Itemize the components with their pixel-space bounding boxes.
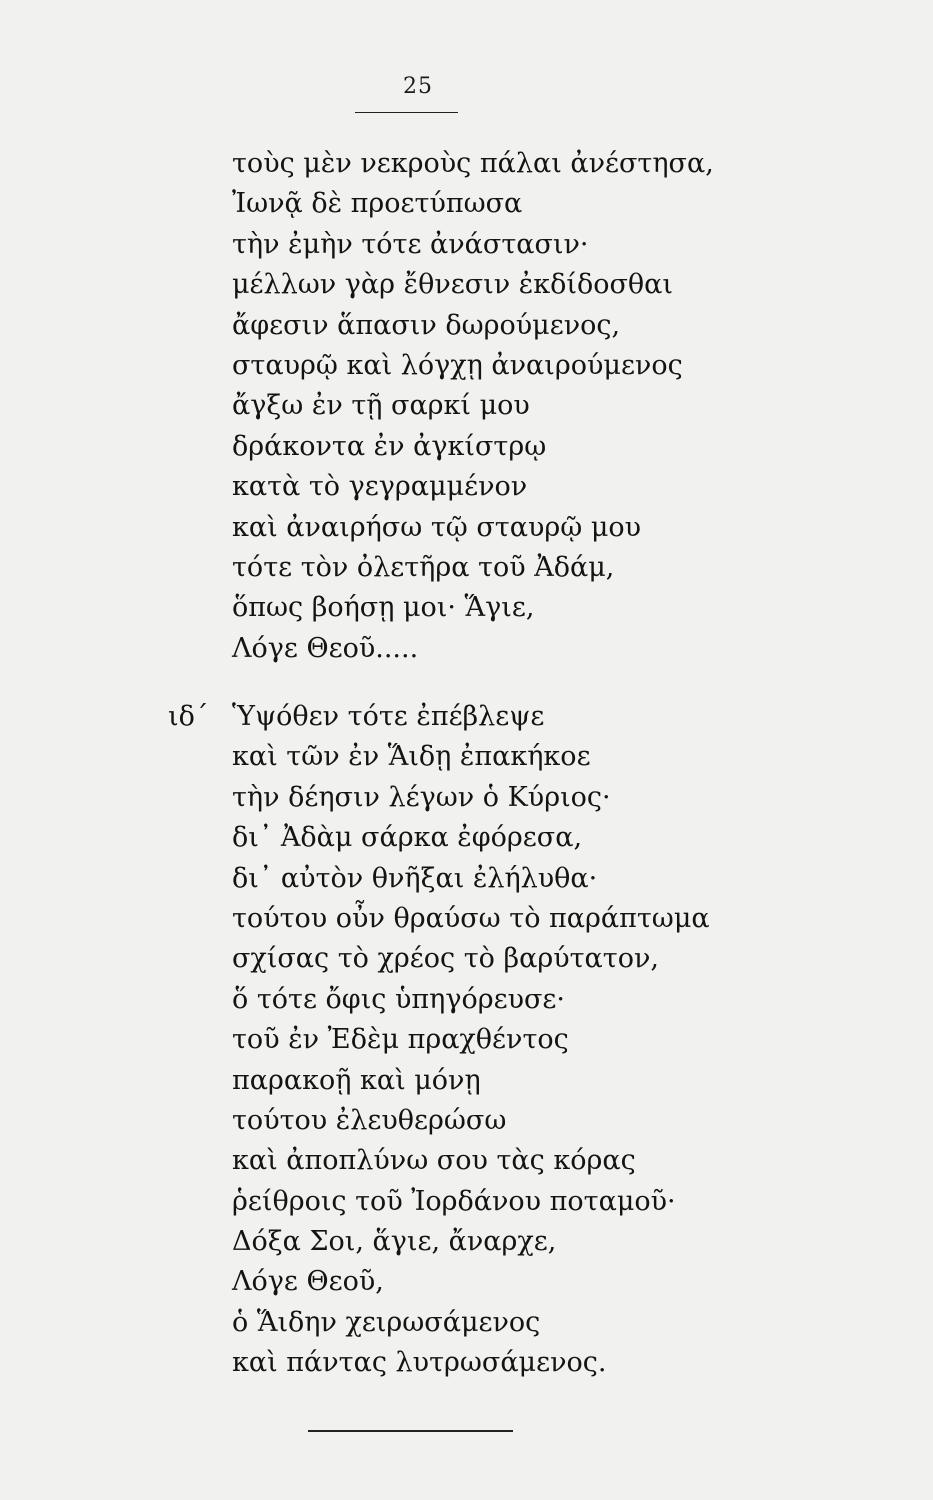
verse-line: δράκοντα ἐν ἀγκίστρῳ	[232, 430, 547, 462]
verse-line: ὅ τότε ὄφις ὑπηγόρευσε·	[232, 983, 565, 1015]
verse-line: ῥείθροις τοῦ Ἰορδάνου ποταμοῦ·	[232, 1185, 676, 1217]
verse-line: σταυρῷ καὶ λόγχῃ ἀναιρούμενος	[232, 349, 683, 381]
verse-line: ὁ Ἅιδην χειρωσάμενος	[232, 1306, 541, 1338]
verse-line: καὶ ἀποπλύνω σου τὰς κόρας	[232, 1145, 636, 1177]
verse-line: τούτου οὖν θραύσω τὸ παράπτωμα	[232, 902, 710, 934]
verse-line: Λόγε Θεοῦ.....	[232, 632, 419, 664]
verse-line: ὅπως βοήσῃ μοι· Ἅγιε,	[232, 592, 535, 624]
verse-line: καὶ πάντας λυτρωσάμενος.	[232, 1347, 607, 1379]
verse-line: τότε τὸν ὀλετῆρα τοῦ Ἀδάμ,	[232, 551, 615, 583]
verse-line: καὶ τῶν ἐν Ἅιδῃ ἐπακήκοε	[232, 741, 591, 773]
verse-line: τοὺς μὲν νεκροὺς πάλαι ἀνέστησα,	[232, 148, 714, 179]
verse-line: Ὑψόθεν τότε ἐπέβλεψε	[232, 701, 545, 732]
footer-rule	[308, 1430, 513, 1432]
verse-line: τὴν δέησιν λέγων ὁ Κύριος·	[232, 781, 611, 813]
verse-line: τούτου ἐλευθερώσω	[232, 1104, 507, 1136]
verse-line: ἄφεσιν ἅπασιν δωρούμενος,	[232, 309, 621, 341]
header-rule	[355, 112, 458, 113]
verse-line: τὴν ἐμὴν τότε ἀνάστασιν·	[232, 228, 589, 260]
verse-line: καὶ ἀναιρήσω τῷ σταυρῷ μου	[232, 511, 642, 543]
verse-line: Δόξα Σοι, ἅγιε, ἄναρχε,	[232, 1226, 557, 1258]
page-number: 25	[403, 74, 433, 99]
verse-line: κατὰ τὸ γεγραμμένον	[232, 471, 528, 503]
verse-line: σχίσας τὸ χρέος τὸ βαρύτατον,	[232, 943, 659, 975]
verse-line: παρακοῇ καὶ μόνῃ	[232, 1064, 481, 1096]
verse-line: Λόγε Θεοῦ,	[232, 1266, 384, 1298]
verse-line: μέλλων γὰρ ἔθνεσιν ἐκδίδοσθαι	[232, 269, 673, 301]
verse-line: τοῦ ἐν Ἐδὲμ πραχθέντος	[232, 1024, 569, 1056]
verse-line: δι᾽ Ἀδὰμ σάρκα ἐφόρεσα,	[232, 822, 583, 854]
stanza-1	[232, 144, 714, 669]
verse-line: Ἰωνᾷ δὲ προετύπωσα	[232, 188, 523, 220]
verse-line: δι᾽ αὐτὸν θνῆξαι ἐλήλυθα·	[232, 862, 598, 894]
stanza-2	[232, 697, 710, 1384]
verse-line: ἄγξω ἐν τῇ σαρκί μου	[232, 390, 530, 422]
stanza-number-label: ιδ´	[168, 701, 209, 732]
